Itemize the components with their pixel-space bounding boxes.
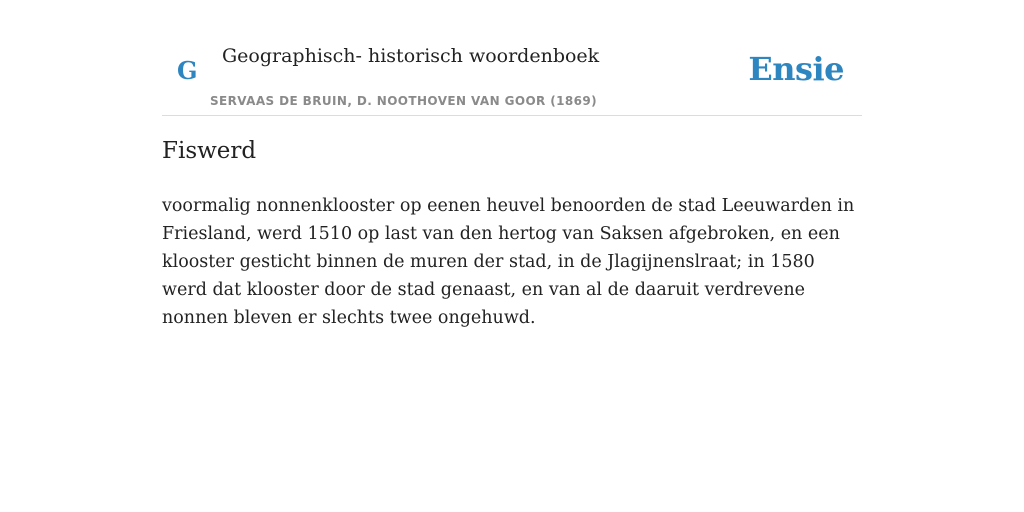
entry-body: voormalig nonnenklooster op eenen heuvel benoorden de stad Leeuwarden in Friesland, werd 1510 op last van den hertog van Saksen afgebroken, en een klooster gesticht binnen de muren der stad, in de Jlagijnenslraat; in 1580 werd dat klooster door de stad genaast, en van al de daaruit verdrevene nonnen bleven er slechts twee ongehuwd.	[162, 196, 855, 328]
brand-logo[interactable]: Ensie	[748, 50, 844, 88]
book-authors: SERVAAS DE BRUIN, D. NOOTHOVEN VAN GOOR (1869)	[210, 94, 598, 108]
page-container	[162, 0, 862, 328]
book-header	[162, 0, 862, 116]
book-title[interactable]: Geographisch- historisch woordenboek	[222, 45, 600, 67]
entry-title: Fiswerd	[162, 138, 257, 164]
book-letter-link[interactable]: G	[177, 56, 198, 85]
